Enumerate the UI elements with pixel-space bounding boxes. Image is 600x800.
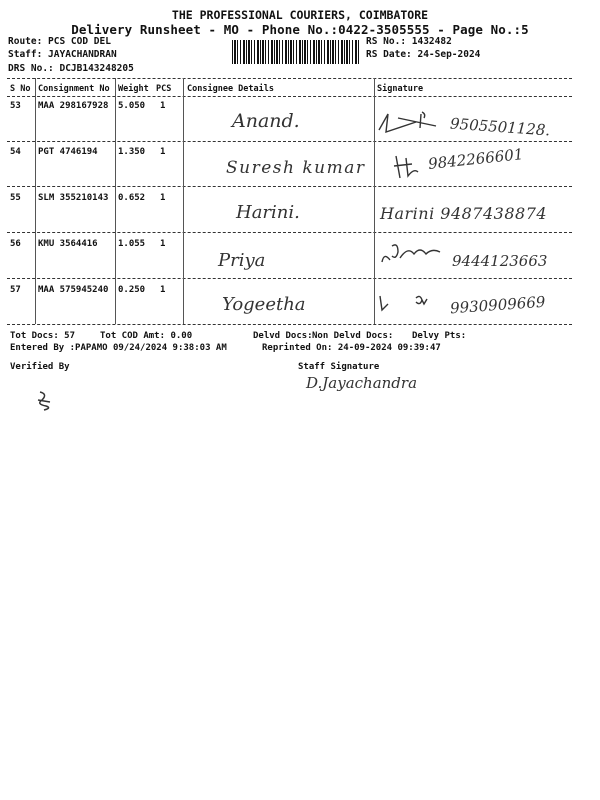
col-divider <box>374 78 375 324</box>
staff-signature-label: Staff Signature <box>298 362 380 372</box>
row-consignment: PGT 4746194 <box>38 147 98 157</box>
signature-scribble <box>378 238 458 268</box>
row-sno: 56 <box>10 239 21 249</box>
row-consignment: MAA 575945240 <box>38 285 109 295</box>
col-header-consignment: Consignment No <box>38 84 110 94</box>
row-weight: 5.050 <box>118 101 146 111</box>
consignee-name: Priya <box>218 250 266 271</box>
col-header-consignee: Consignee Details <box>187 84 274 94</box>
row-consignment: MAA 298167928 <box>38 101 109 111</box>
row-weight: 0.250 <box>118 285 146 295</box>
col-header-weight: Weight <box>118 84 149 94</box>
staff-label: Staff: JAYACHANDRAN <box>8 49 117 60</box>
barcode <box>232 40 360 64</box>
col-divider <box>183 78 184 324</box>
row-divider <box>7 141 572 142</box>
signature-phone: 9930909669 <box>449 292 546 318</box>
delivered-docs: Delvd Docs: <box>253 331 313 341</box>
signature-scribble <box>376 108 446 138</box>
row-pcs: 1 <box>160 193 166 203</box>
row-consignment: KMU 3564416 <box>38 239 98 249</box>
row-consignment: SLM 355210143 <box>38 193 109 203</box>
route-label: Route: PCS COD DEL <box>8 36 111 47</box>
row-weight: 1.055 <box>118 239 146 249</box>
runsheet-subtitle: Delivery Runsheet - MO - Phone No.:0422-3505555 - Page No.:5 <box>71 22 529 37</box>
total-cod-amount: Tot COD Amt: 0.00 <box>100 331 193 341</box>
row-pcs: 1 <box>160 285 166 295</box>
signature-phone: 9444123663 <box>452 252 548 270</box>
col-header-sno: S No <box>10 84 31 94</box>
signature-phone: 9505501128. <box>449 114 551 140</box>
consignee-name: Suresh kumar <box>226 158 366 178</box>
consignee-name: Harini. <box>236 202 300 223</box>
col-divider <box>115 78 116 324</box>
col-divider <box>35 78 36 324</box>
row-weight: 1.350 <box>118 147 146 157</box>
entered-by: Entered By :PAPAMO 09/24/2024 9:38:03 AM <box>10 343 227 353</box>
staff-signature: D.Jayachandra <box>306 374 418 392</box>
verified-by-label: Verified By <box>10 362 70 372</box>
signature-scribble <box>376 290 436 320</box>
row-pcs: 1 <box>160 101 166 111</box>
row-pcs: 1 <box>160 147 166 157</box>
row-sno: 54 <box>10 147 21 157</box>
delivery-points: Delvy Pts: <box>412 331 467 341</box>
company-title: THE PROFESSIONAL COURIERS, COIMBATORE <box>171 8 429 22</box>
consignee-name: Anand. <box>232 110 300 132</box>
rs-date: RS Date: 24-Sep-2024 <box>366 49 481 60</box>
row-pcs: 1 <box>160 239 166 249</box>
verifier-initials-scribble <box>34 388 54 412</box>
row-sno: 57 <box>10 285 21 295</box>
consignee-name: Yogeetha <box>222 294 306 315</box>
row-sno: 55 <box>10 193 21 203</box>
table-header-border <box>7 96 572 97</box>
col-header-signature: Signature <box>377 84 424 94</box>
drs-number: DRS No.: DCJB143248205 <box>8 63 134 74</box>
total-docs: Tot Docs: 57 <box>10 331 76 341</box>
row-divider <box>7 278 572 279</box>
row-divider <box>7 186 572 187</box>
table-top-border <box>7 78 572 79</box>
table-bottom-border <box>7 324 572 325</box>
signature-phone: Harini 9487438874 <box>380 204 548 223</box>
col-header-pcs: PCS <box>156 84 172 94</box>
signature-scribble <box>392 152 432 182</box>
reprinted-on: Reprinted On: 24-09-2024 09:39:47 <box>262 343 441 353</box>
signature-phone: 9842266601 <box>427 145 525 173</box>
rs-number: RS No.: 1432482 <box>366 36 452 47</box>
row-divider <box>7 232 572 233</box>
non-delivered-docs: Non Delvd Docs: <box>312 331 394 341</box>
row-sno: 53 <box>10 101 21 111</box>
row-weight: 0.652 <box>118 193 146 203</box>
